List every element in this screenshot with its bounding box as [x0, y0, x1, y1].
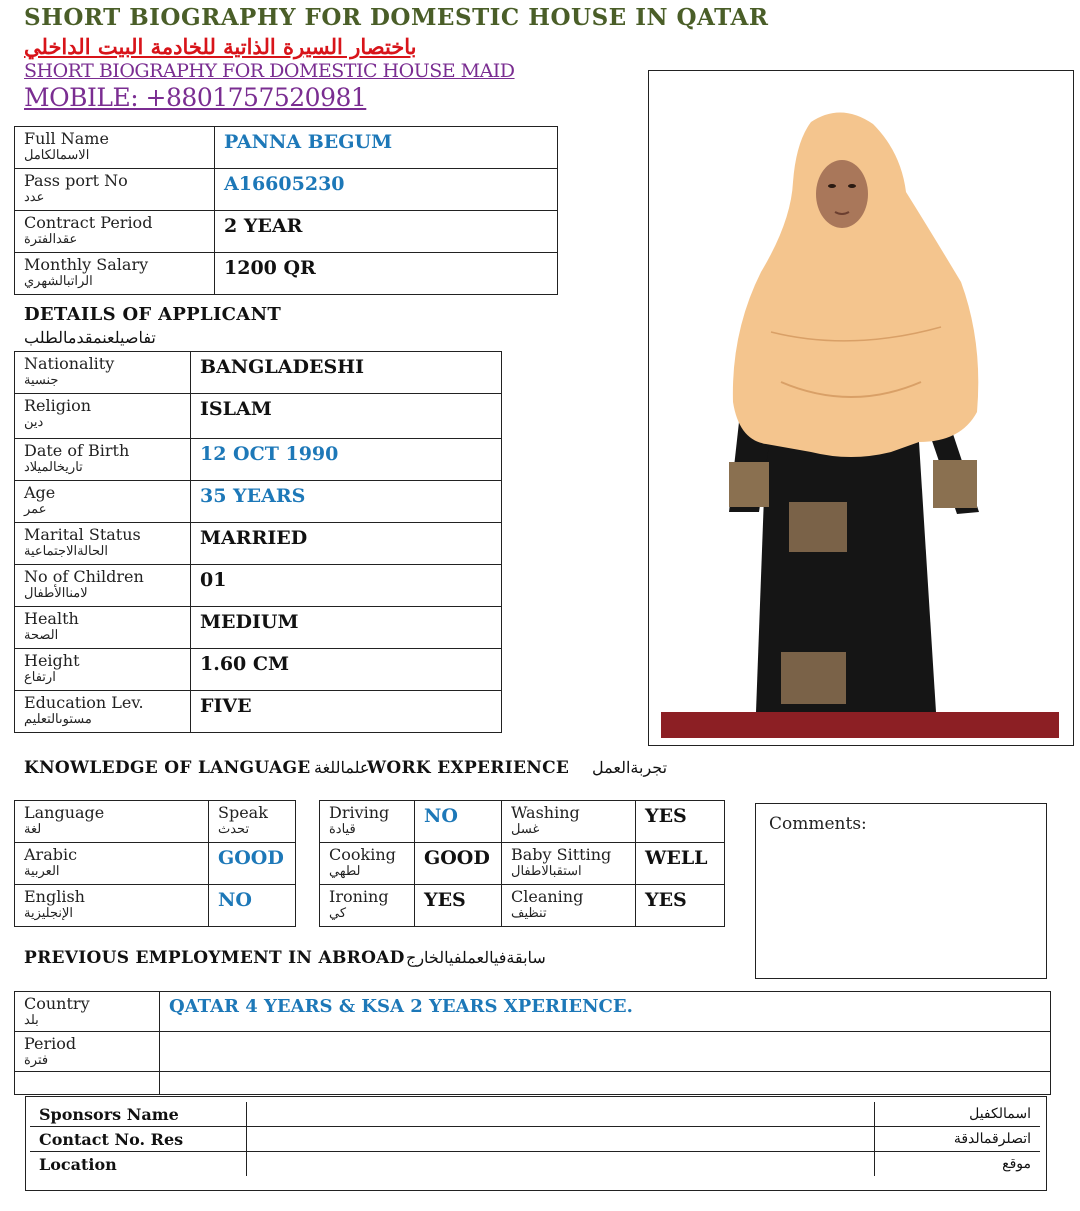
details-heading: DETAILS OF APPLICANT	[24, 304, 282, 325]
field-value-cell	[191, 649, 502, 691]
field-value-cell	[636, 885, 725, 927]
field-value-cell	[160, 1072, 1051, 1095]
table-row	[15, 691, 502, 733]
health-label-arabic: الصحة	[24, 628, 59, 643]
field-label-cell	[874, 1152, 1040, 1177]
field-label-cell	[15, 169, 215, 211]
work-experience-heading: WORK EXPERIENCE	[367, 758, 570, 778]
cleaning-value: YES	[645, 889, 687, 911]
field-value-cell	[191, 607, 502, 649]
education-label: Education Lev.	[24, 693, 144, 712]
previous-employment-table	[14, 991, 1051, 1095]
table-row	[15, 523, 502, 565]
field-label-cell	[30, 1152, 246, 1177]
nationality-value: BANGLADESHI	[200, 356, 365, 378]
document-subtitle: SHORT BIOGRAPHY FOR DOMESTIC HOUSE MAID	[24, 60, 515, 82]
field-label-cell	[502, 801, 636, 843]
field-label-cell	[502, 885, 636, 927]
field-value-cell	[209, 885, 296, 927]
salary-value: 1200 QR	[224, 257, 316, 279]
field-label-cell	[15, 127, 215, 169]
field-label-cell	[15, 1032, 160, 1072]
table-row	[320, 843, 725, 885]
field-label-cell	[15, 992, 160, 1032]
field-label-cell	[874, 1127, 1040, 1152]
field-label-cell	[15, 523, 191, 565]
washing-value: YES	[645, 805, 687, 827]
cleaning-label: Cleaning	[511, 887, 584, 906]
baby-sitting-label: Baby Sitting	[511, 845, 612, 864]
field-value-cell	[215, 253, 558, 295]
table-row	[15, 481, 502, 523]
dob-value: 12 OCT 1990	[200, 443, 339, 465]
driving-label-arabic: قيادة	[329, 822, 356, 837]
mobile-number: MOBILE: +8801757520981	[24, 83, 367, 112]
field-value-cell	[191, 523, 502, 565]
field-label-cell	[874, 1102, 1040, 1127]
comments-label: Comments:	[769, 814, 867, 834]
field-label-cell	[15, 607, 191, 649]
table-row	[15, 394, 502, 439]
height-label-arabic: ارتفاع	[24, 670, 56, 685]
field-label-cell	[320, 843, 415, 885]
full-name-value: PANNA BEGUM	[224, 131, 393, 153]
field-value-cell	[415, 885, 502, 927]
location-label: Location	[39, 1154, 117, 1174]
ironing-label-arabic: كي	[329, 906, 347, 921]
table-row	[320, 885, 725, 927]
field-label-cell	[30, 1127, 246, 1152]
field-value-cell	[415, 801, 502, 843]
age-value: 35 YEARS	[200, 485, 306, 507]
table-row	[30, 1127, 1040, 1152]
field-value-cell	[191, 481, 502, 523]
table-row	[15, 843, 296, 885]
period-label-arabic: فترة	[24, 1053, 49, 1068]
field-label-cell	[320, 801, 415, 843]
table-row	[15, 607, 502, 649]
location-field[interactable]	[246, 1152, 874, 1177]
language-column-label-arabic: لغة	[24, 822, 42, 837]
contract-period-label: Contract Period	[24, 213, 153, 232]
ironing-value: YES	[424, 889, 466, 911]
table-row	[30, 1102, 1040, 1127]
field-label-cell	[15, 211, 215, 253]
previous-employment-heading-arabic: سابقةفيالعملفيالخارج	[406, 948, 546, 967]
field-value-cell	[191, 439, 502, 481]
sponsor-name-label-arabic: اسمالكفيل	[969, 1106, 1031, 1122]
sponsor-name-label: Sponsors Name	[39, 1104, 179, 1124]
field-label-cell	[15, 253, 215, 295]
table-row	[15, 885, 296, 927]
field-label-cell	[15, 885, 209, 927]
location-label-arabic: موقع	[1002, 1156, 1031, 1172]
baby-sitting-value: WELL	[645, 847, 708, 869]
table-row	[15, 649, 502, 691]
field-label-cell	[30, 1102, 246, 1127]
table-row	[15, 1072, 1051, 1095]
field-value-cell	[215, 127, 558, 169]
full-name-label: Full Name	[24, 129, 109, 148]
blank-value	[169, 1074, 1041, 1075]
religion-value: ISLAM	[200, 398, 272, 420]
field-label-cell	[15, 649, 191, 691]
dob-label: Date of Birth	[24, 441, 130, 460]
country-label-arabic: بلد	[24, 1013, 39, 1028]
country-label: Country	[24, 994, 90, 1013]
language-column-label: Language	[24, 803, 105, 822]
ironing-label: Ironing	[329, 887, 389, 906]
field-value-cell	[415, 843, 502, 885]
cleaning-label-arabic: تنظيف	[511, 906, 547, 921]
field-value-cell	[191, 352, 502, 394]
sponsor-name-field[interactable]	[246, 1102, 874, 1127]
field-label-cell	[15, 843, 209, 885]
table-row	[15, 127, 558, 169]
cooking-label: Cooking	[329, 845, 396, 864]
nationality-label-arabic: جنسية	[24, 373, 59, 388]
contract-period-label-arabic: عقدالفترة	[24, 232, 78, 247]
health-label: Health	[24, 609, 79, 628]
work-experience-table	[319, 800, 725, 927]
table-row	[15, 169, 558, 211]
marital-status-label: Marital Status	[24, 525, 141, 544]
baby-sitting-label-arabic: استقبالاطفال	[511, 864, 582, 879]
field-label-cell	[502, 843, 636, 885]
top-info-table	[14, 126, 558, 295]
english-label-arabic: الإنجليزية	[24, 906, 74, 921]
religion-label-arabic: دين	[24, 415, 44, 430]
document-title: SHORT BIOGRAPHY FOR DOMESTIC HOUSE IN QATAR	[24, 4, 769, 31]
arabic-label-arabic: العربية	[24, 864, 60, 879]
passport-label: Pass port No	[24, 171, 128, 190]
english-value: NO	[218, 889, 252, 911]
salary-label: Monthly Salary	[24, 255, 149, 274]
height-label: Height	[24, 651, 80, 670]
table-row	[15, 565, 502, 607]
driving-label: Driving	[329, 803, 390, 822]
arabic-label: Arabic	[24, 845, 78, 864]
applicant-photo	[661, 82, 1059, 738]
comments-box[interactable]	[755, 803, 1047, 979]
passport-label-arabic: عدد	[24, 190, 45, 205]
education-label-arabic: مستوىالتعليم	[24, 712, 92, 727]
children-label: No of Children	[24, 567, 144, 586]
period-label: Period	[24, 1034, 77, 1053]
speak-column-label: Speak	[218, 803, 268, 822]
table-row	[320, 801, 725, 843]
speak-column-label-arabic: تحدث	[218, 822, 250, 837]
height-value: 1.60 CM	[200, 653, 290, 675]
country-value: QATAR 4 YEARS & KSA 2 YEARS XPERIENCE.	[169, 996, 633, 1017]
period-value	[169, 1034, 1041, 1035]
washing-label: Washing	[511, 803, 580, 822]
dob-label-arabic: تاريخالميلاد	[24, 460, 83, 475]
field-value-cell	[191, 691, 502, 733]
marital-status-value: MARRIED	[200, 527, 308, 549]
washing-label-arabic: غسل	[511, 822, 540, 837]
field-label-cell	[15, 1072, 160, 1095]
table-row	[15, 992, 1051, 1032]
table-row	[15, 352, 502, 394]
children-label-arabic: لامناالأطفال	[24, 586, 88, 601]
age-label: Age	[24, 483, 56, 502]
field-label-cell	[15, 394, 191, 439]
age-label-arabic: عمر	[24, 502, 47, 517]
applicant-photo-illustration	[661, 82, 1059, 738]
table-row	[30, 1152, 1040, 1177]
details-heading-arabic: تفاصيلعنمقدمالطلب	[24, 328, 156, 347]
field-label-cell	[15, 439, 191, 481]
contract-period-value: 2 YEAR	[224, 215, 303, 237]
english-label: English	[24, 887, 85, 906]
field-label-cell	[15, 481, 191, 523]
salary-label-arabic: الراتبالشهري	[24, 274, 93, 289]
field-label-cell	[15, 565, 191, 607]
field-value-cell	[160, 992, 1051, 1032]
field-value-cell	[191, 394, 502, 439]
table-row	[15, 253, 558, 295]
work-experience-heading-arabic: تجربةالعمل	[592, 758, 668, 777]
field-value-cell	[636, 801, 725, 843]
sponsor-box	[25, 1096, 1047, 1191]
field-value-cell	[215, 211, 558, 253]
marital-status-label-arabic: الحالةالاجتماعية	[24, 544, 108, 559]
contact-field[interactable]	[246, 1127, 874, 1152]
field-label-cell	[15, 352, 191, 394]
field-label-cell	[15, 801, 209, 843]
field-value-cell	[215, 169, 558, 211]
field-label-cell	[209, 801, 296, 843]
table-row	[15, 801, 296, 843]
applicant-details-table	[14, 351, 502, 733]
contact-label: Contact No. Res	[39, 1129, 184, 1149]
previous-employment-heading: PREVIOUS EMPLOYMENT IN ABROAD	[24, 948, 405, 968]
education-value: FIVE	[200, 695, 252, 717]
field-value-cell	[191, 565, 502, 607]
health-value: MEDIUM	[200, 611, 299, 633]
field-label-cell	[320, 885, 415, 927]
language-heading-arabic: علماللغة	[314, 758, 370, 777]
passport-value: A16605230	[224, 173, 345, 195]
driving-value: NO	[424, 805, 458, 827]
document-title-arabic: باختصار السيرة الذاتية للخادمة البيت الداخلي	[24, 34, 417, 59]
field-value-cell	[209, 843, 296, 885]
religion-label: Religion	[24, 396, 92, 415]
cooking-value: GOOD	[424, 847, 490, 869]
sponsor-table	[30, 1102, 1040, 1176]
field-value-cell	[636, 843, 725, 885]
cooking-label-arabic: لطهي	[329, 864, 361, 879]
nationality-label: Nationality	[24, 354, 115, 373]
contact-label-arabic: اتصلرقمالدقة	[953, 1131, 1031, 1147]
field-value-cell	[160, 1032, 1051, 1072]
table-row	[15, 211, 558, 253]
table-row	[15, 439, 502, 481]
table-row	[15, 1032, 1051, 1072]
full-name-label-arabic: الاسمالكامل	[24, 148, 90, 163]
language-heading: KNOWLEDGE OF LANGUAGE	[24, 758, 311, 778]
language-table	[14, 800, 296, 927]
field-label-cell	[15, 691, 191, 733]
children-value: 01	[200, 569, 227, 591]
arabic-value: GOOD	[218, 847, 284, 869]
